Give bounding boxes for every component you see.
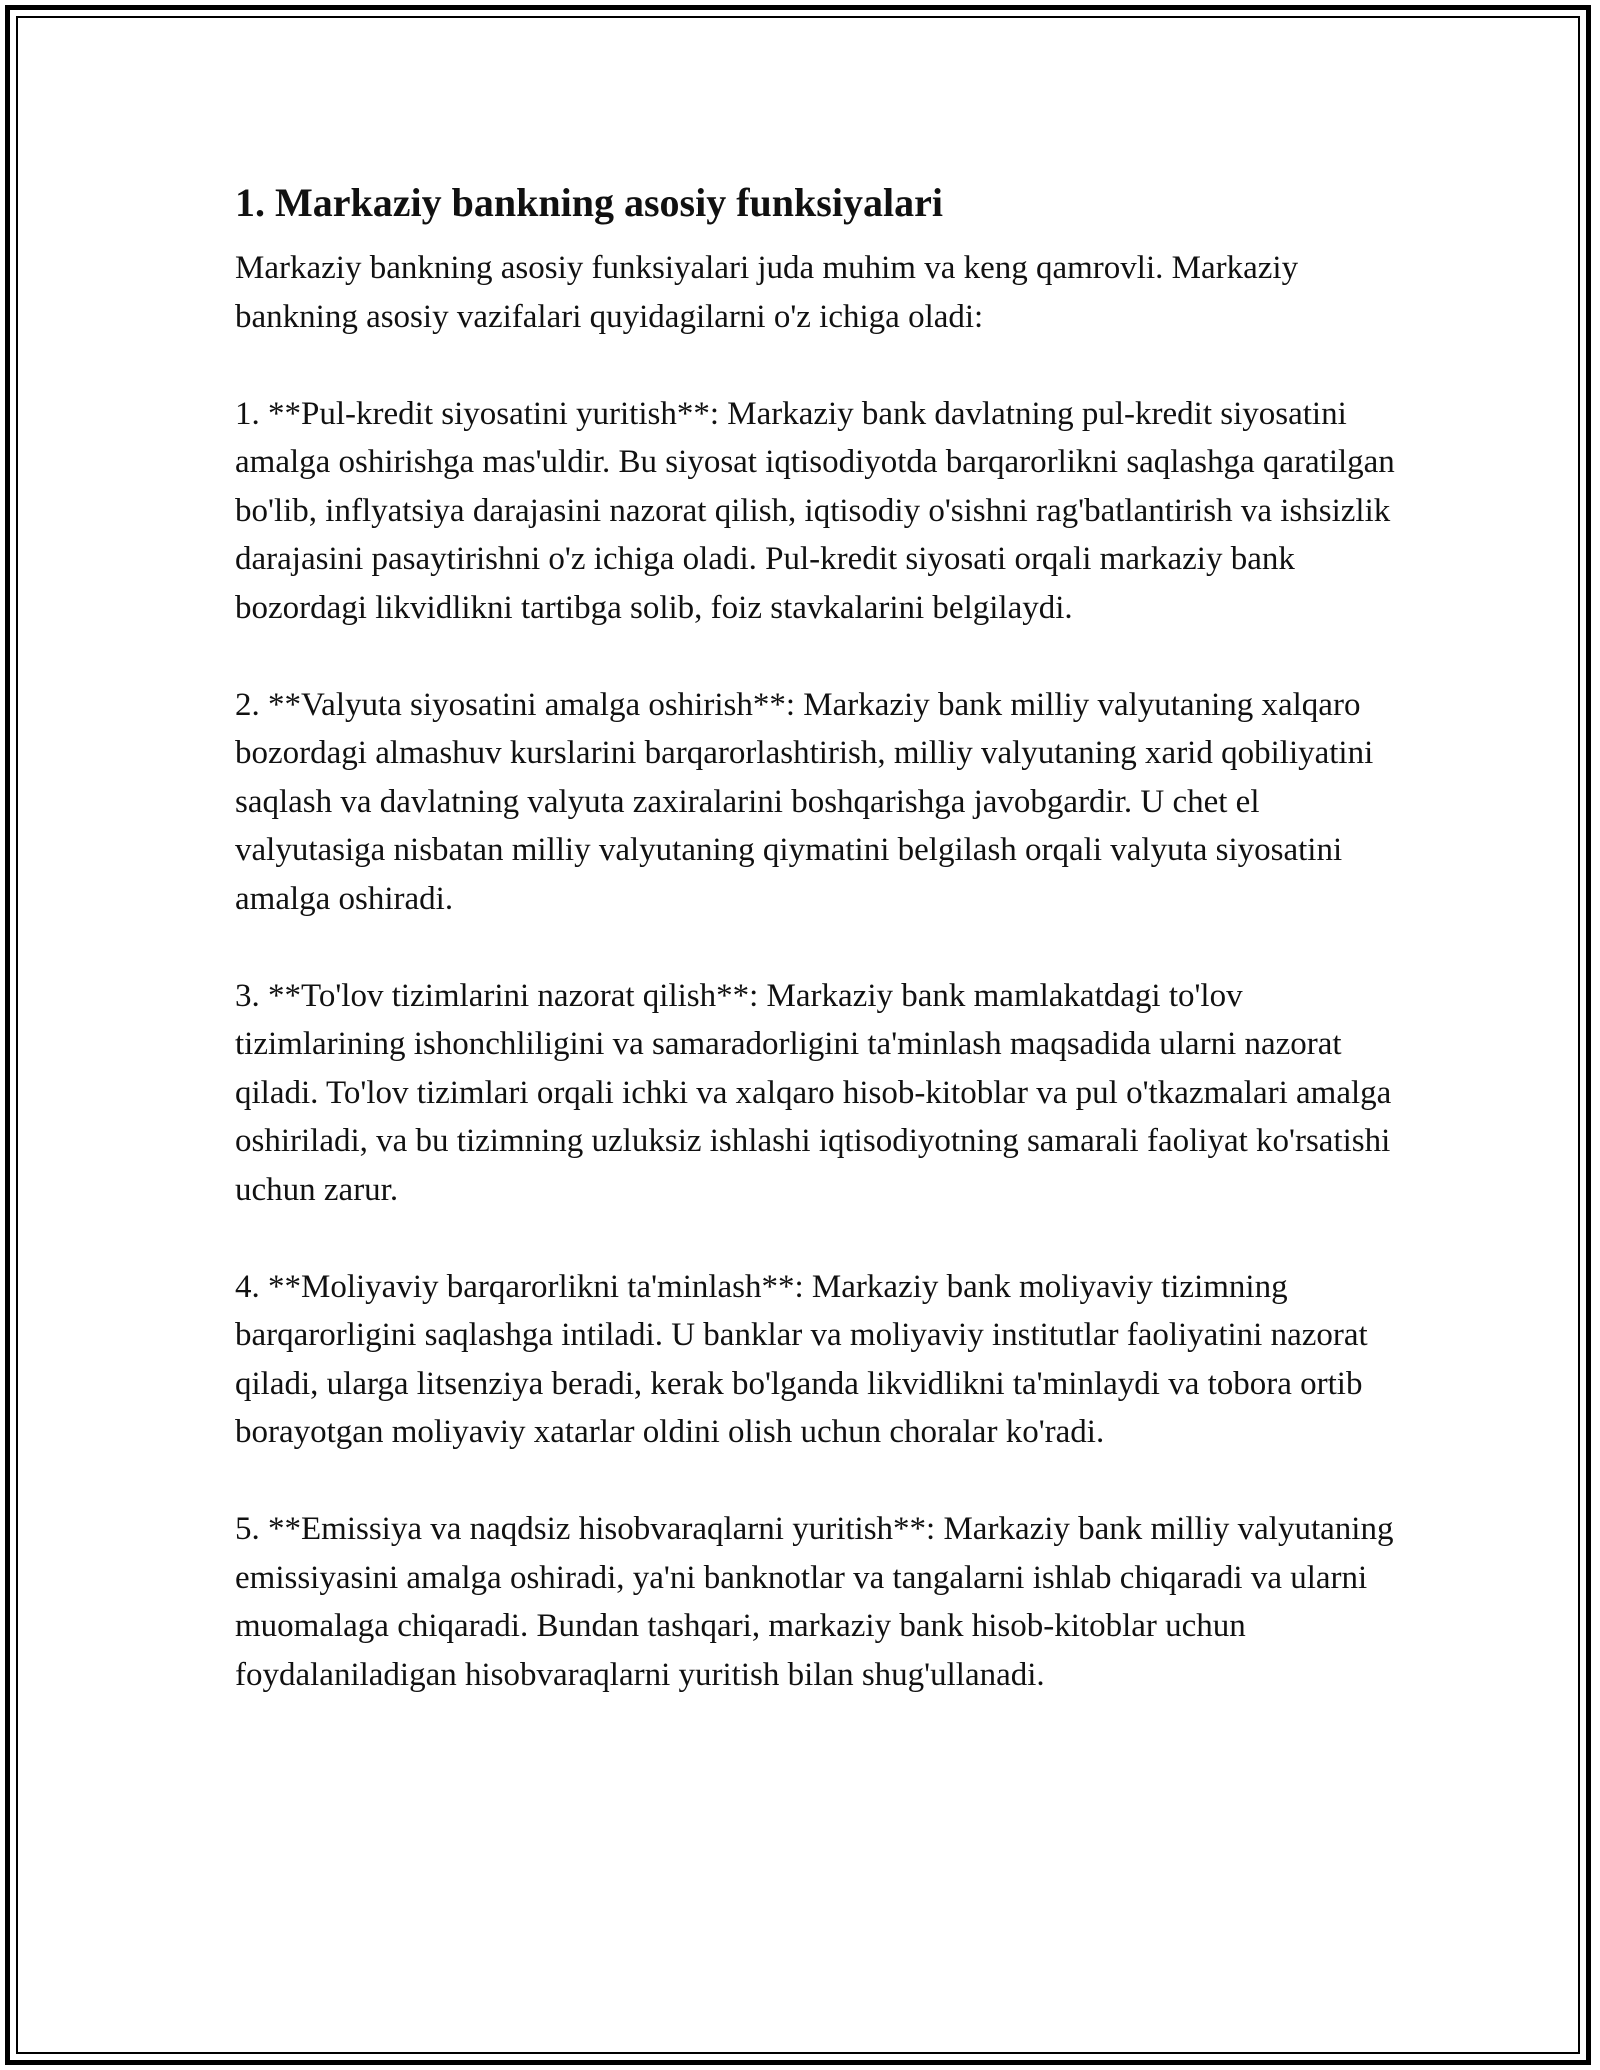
section-title: 1. Markaziy bankning asosiy funksiyalari — [235, 180, 943, 225]
list-item-currency-policy: 2. **Valyuta siyosatini amalga oshirish**: Markaziy bank milliy valyutaning xalqaro bozordagi almashuv kurslarini barqarorlashtirish, milliy valyutaning xarid qobiliyatini saqlash va davlatning valyuta zaxiralarini boshqarishga javobgardir. U chet el valyutasiga nisbatan milliy valyutaning qiymatini belgilash orqali valyuta siyosatini amalga oshiradi. — [235, 686, 1374, 917]
list-item-financial-stability: 4. **Moliyaviy barqarorlikni ta'minlash**: Markaziy bank moliyaviy tizimning barqarorligini saqlashga intiladi. U banklar va moliyaviy institutlar faoliyatini nazorat qiladi, ularga litsenziya beradi, kerak bo'lganda likvidlikni ta'minlaydi va tobora ortib borayotgan moliyaviy xatarlar oldini olish uchun choralar ko'radi. — [235, 1268, 1368, 1450]
list-item-payment-systems: 3. **To'lov tizimlarini nazorat qilish**: Markaziy bank mamlakatdagi to'lov tizimlarining ishonchliligini va samaradorligini ta'minlash maqsadida ularni nazorat qiladi. To'lov tizimlari orqali ichki va xalqaro hisob-kitoblar va pul o'tkazmalari amalga oshiriladi, va bu tizimning uzluksiz ishlashi iqtisodiyotning samarali faoliyat ko'rsatishi uchun zarur. — [235, 977, 1392, 1208]
intro-paragraph: Markaziy bankning asosiy funksiyalari juda muhim va keng qamrovli. Markaziy bankning asosiy vazifalari quyidagilarni o'z ichiga oladi: — [235, 250, 1299, 335]
list-item-monetary-policy: 1. **Pul-kredit siyosatini yuritish**: Markaziy bank davlatning pul-kredit siyosatini amalga oshirishga mas'uldir. Bu siyosat iqtisodiyotda barqarorlikni saqlashga qaratilgan bo'lib, inflyatsiya darajasini nazorat qilish, iqtisodiy o'sishni rag'batlantirish va ishsizlik darajasini pasaytirishni o'z ichiga oladi. Pul-kredit siyosati orqali markaziy bank bozordagi likvidlikni tartibga solib, foiz stavkalarini belgilaydi. — [235, 395, 1395, 626]
list-item-emission: 5. **Emissiya va naqdsiz hisobvaraqlarni yuritish**: Markaziy bank milliy valyutaning emissiyasini amalga oshiradi, ya'ni banknotlar va tangalarni ishlab chiqaradi va ularni muomalaga chiqaradi. Bundan tashqari, markaziy bank hisob-kitoblar uchun foydalaniladigan hisobvaraqlarni yuritish bilan shug'ullanadi. — [235, 1511, 1394, 1693]
document-body — [235, 178, 1395, 1748]
